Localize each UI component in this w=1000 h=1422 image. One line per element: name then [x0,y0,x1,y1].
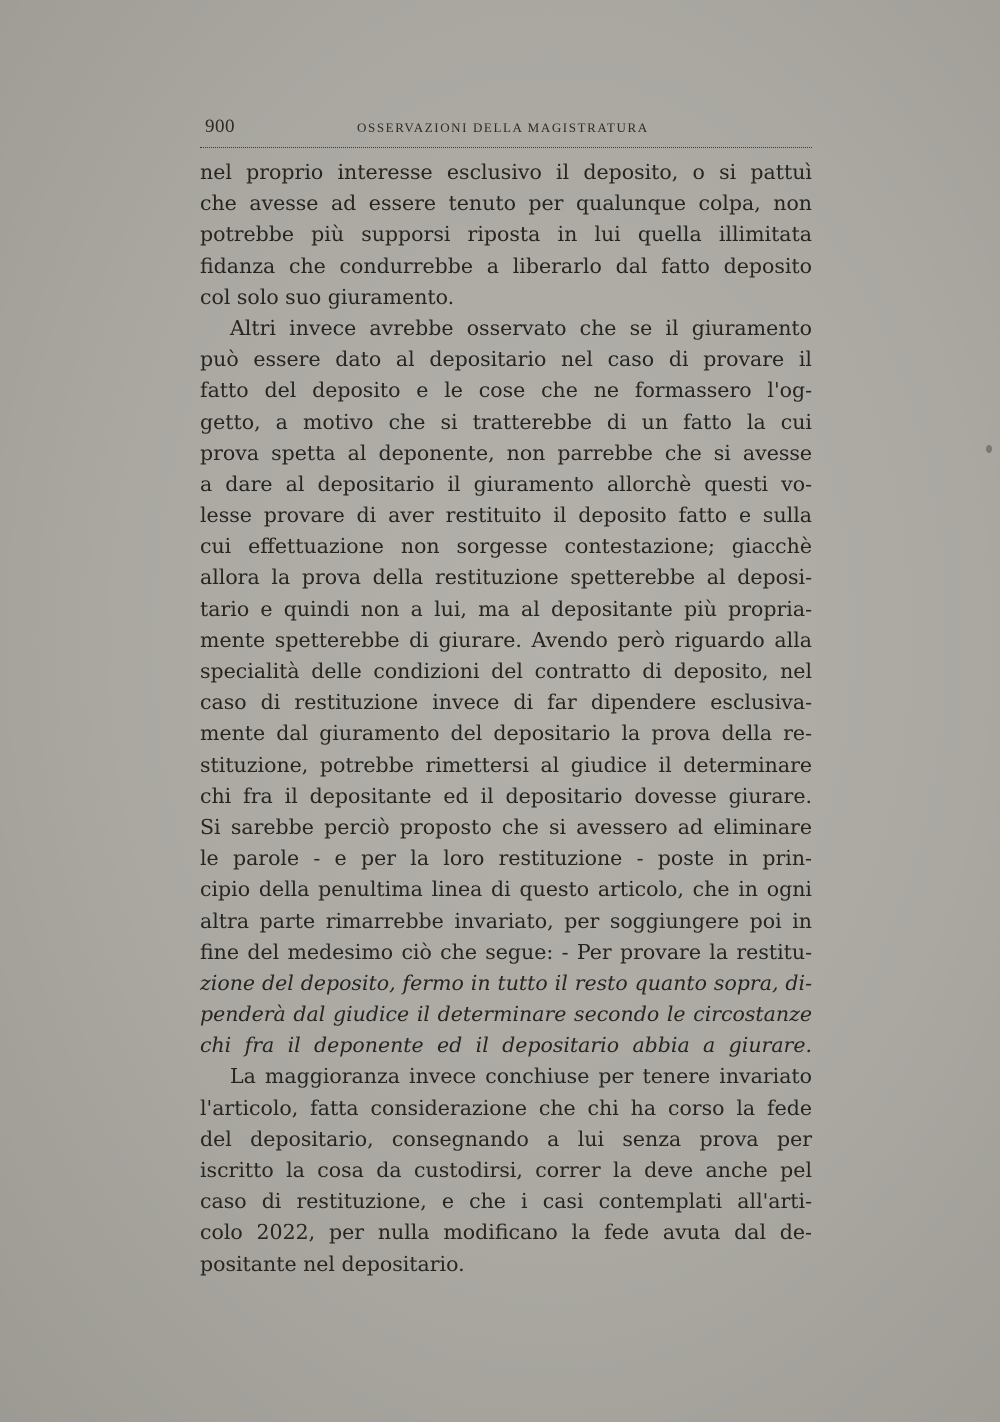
text-line: Si sarebbe perciò proposto che si avessero ad eliminare [200,814,812,839]
text-line: allora la prova della restituzione spetterebbe al deposi- [200,565,812,590]
text-line: mente dal giuramento del depositario la prova della re- [200,721,812,746]
header-divider [200,147,812,148]
text-line: getto, a motivo che si tratterebbe di un fatto la cui [200,409,812,434]
text-line: col solo suo giuramento. [200,284,455,309]
text-line: chi fra il depositante ed il depositario dovesse giurare. [200,783,812,808]
text-line: positante nel depositario. [200,1251,465,1276]
page-header [205,116,810,146]
text-line: specialità delle condizioni del contratto di deposito, nel [200,659,812,683]
text-line: cipio della penultima linea di questo articolo, che in ogni [200,877,812,902]
text-line: le parole - e per la loro restituzione - poste in prin- [200,846,812,871]
text-line-italic: penderà dal giudice il determinare secondo le circostanze [200,1002,812,1027]
text-line: altra parte rimarrebbe invariato, per soggiungere poi in [200,908,812,933]
text-line: La maggioranza invece conchiuse per tenere invariato [230,1064,812,1089]
text-line: potrebbe più supporsi riposta in lui quella illimitata [200,222,812,247]
text-line: caso di restituzione, e che i casi contemplati all'arti- [200,1189,812,1214]
text-line: fatto del deposito e le cose che ne formassero l'og- [200,378,812,403]
text-line-italic: zione del deposito, fermo in tutto il resto quanto sopra, di- [200,970,812,995]
text-line: mente spetterebbe di giurare. Avendo però riguardo alla [200,627,812,652]
text-line-italic: chi fra il deponente ed il depositario abbia a giurare. [200,1033,812,1058]
text-line: a dare al depositario il giuramento allorchè questi vo- [200,471,812,496]
text-line: fine del medesimo ciò che segue: - Per provare la restitu- [200,939,812,964]
text-line: fidanza che condurrebbe a liberarlo dal fatto deposito [200,253,812,278]
text-line: che avesse ad essere tenuto per qualunque colpa, non [200,191,812,216]
text-line: stituzione, potrebbe rimettersi al giudice il determinare [200,752,812,777]
ink-speck [986,445,992,453]
text-line: prova spetta al deponente, non parrebbe che si avesse [200,440,812,465]
text-line: può essere dato al depositario nel caso di provare il [200,347,812,372]
text-line: iscritto la cosa da custodirsi, correr la deve anche pel [200,1158,812,1182]
text-line: l'articolo, fatta considerazione che chi ha corso la fede [200,1095,812,1120]
running-head: OSSERVAZIONI DELLA MAGISTRATURA [357,120,649,135]
text-line: Altri invece avrebbe osservato che se il giuramento [230,315,812,340]
text-line: lesse provare di aver restituito il deposito fatto e sulla [200,503,812,528]
text-line: del depositario, consegnando a lui senza prova per [200,1126,812,1151]
text-line: caso di restituzione invece di far dipendere esclusiva- [200,690,812,715]
text-line: cui effettuazione non sorgesse contestazione; giacchè [200,534,812,559]
text-line: tario e quindi non a lui, ma al depositante più propria- [200,596,812,621]
text-line: nel proprio interesse esclusivo il deposito, o si pattuì [200,160,812,184]
text-line: colo 2022, per nulla modificano la fede avuta dal de- [200,1220,812,1245]
body-text [200,157,812,1280]
page-number: 900 [205,116,235,137]
